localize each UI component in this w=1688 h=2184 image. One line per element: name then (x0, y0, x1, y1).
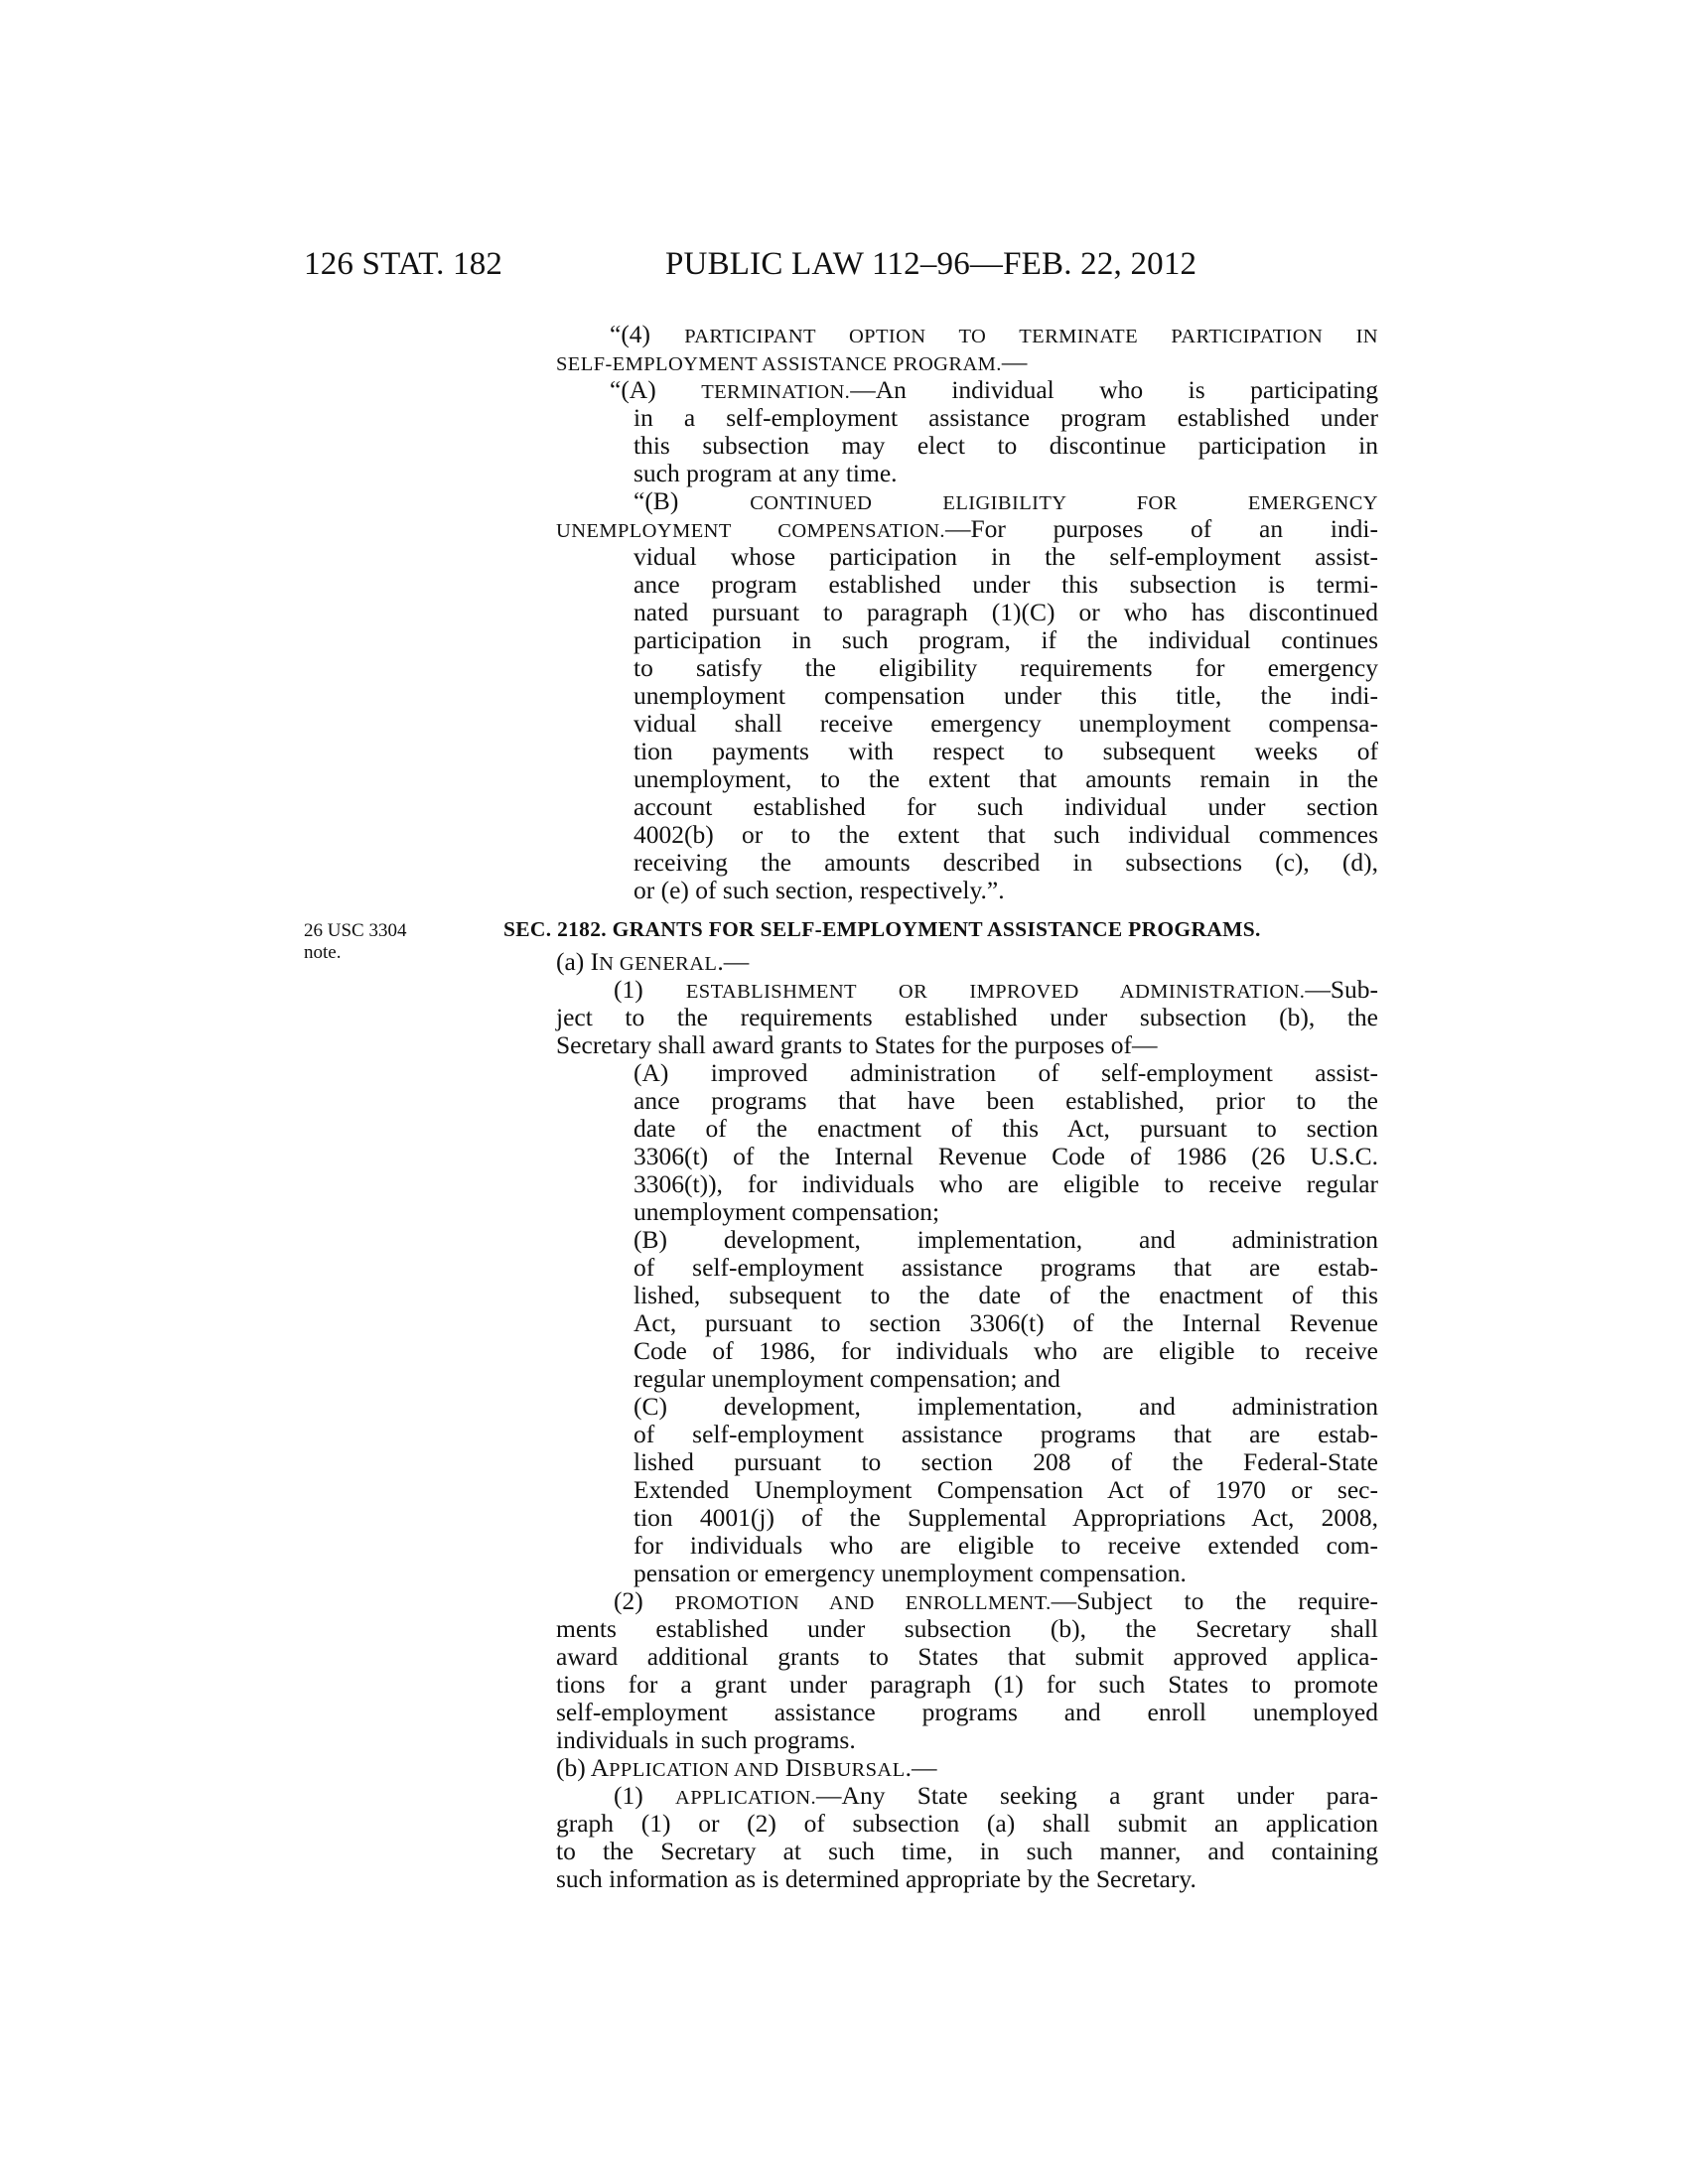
subpara-a-line: such program at any time. (633, 459, 898, 487)
subpara-b-line: 4002(b) or to the extent that such individual commences (633, 820, 1378, 849)
subpara-a-line: this subsection may elect to discontinue participation in (633, 431, 1378, 460)
subpara-1c-line: lished pursuant to section 208 of the Federal-State (633, 1447, 1378, 1476)
subpara-1a-line: 3306(t)), for individuals who are eligible to receive regular (633, 1169, 1378, 1198)
subpara-b-line: receiving the amounts described in subsections (c), (d), (633, 848, 1378, 877)
subpara-b-line: account established for such individual under section (633, 792, 1378, 821)
subpara-1b-line: regular unemployment compensation; and (633, 1364, 1060, 1393)
page-stat-citation: 126 STAT. 182 (304, 246, 503, 282)
subpara-1c-line: for individuals who are eligible to receive extended com- (633, 1531, 1378, 1560)
para4-heading-line: “(4) PARTICIPANT OPTION TO TERMINATE PARTICIPATION IN (610, 320, 1378, 348)
margin-note-citation: 26 USC 3304 (304, 920, 407, 941)
subpara-b-line: ance program established under this subsection is termi- (633, 570, 1378, 599)
subpara-1c-line: (C) development, implementation, and administration (633, 1392, 1378, 1421)
para2-line: tions for a grant under paragraph (1) for such States to promote (556, 1670, 1378, 1699)
subpara-b-line: unemployment compensation under this title, the indi- (633, 681, 1378, 710)
subpara-1c-line: tion 4001(j) of the Supplemental Appropriations Act, 2008, (633, 1503, 1378, 1532)
subpara-1a-line: 3306(t) of the Internal Revenue Code of 1986 (26 U.S.C. (633, 1142, 1378, 1170)
subpara-1c-line: pensation or emergency unemployment compensation. (633, 1559, 1187, 1587)
subpara-a-line: in a self-employment assistance program established under (633, 403, 1378, 432)
subsection-b-para1-line: graph (1) or (2) of subsection (a) shall submit an application (556, 1809, 1378, 1838)
subpara-1b-line: Code of 1986, for individuals who are eligible to receive (633, 1336, 1378, 1365)
para4-heading-line: SELF-EMPLOYMENT ASSISTANCE PROGRAM.— (556, 347, 1028, 376)
subpara-1b-line: Act, pursuant to section 3306(t) of the Internal Revenue (633, 1308, 1378, 1337)
subpara-b-line: “(B) CONTINUED ELIGIBILITY FOR EMERGENCY (633, 486, 1379, 515)
para2-line: self-employment assistance programs and enroll unemployed (556, 1698, 1378, 1726)
subpara-1c-line: Extended Unemployment Compensation Act of 1970 or sec- (633, 1475, 1378, 1504)
para2-line: (2) PROMOTION AND ENROLLMENT.—Subject to the require- (614, 1586, 1378, 1615)
running-header: PUBLIC LAW 112–96—FEB. 22, 2012 (665, 246, 1197, 282)
subsection-b-para1-line: (1) APPLICATION.—Any State seeking a grant under para- (614, 1781, 1378, 1810)
para2-line: individuals in such programs. (556, 1725, 856, 1754)
subpara-b-line: tion payments with respect to subsequent weeks of (633, 737, 1378, 765)
subpara-1a-line: date of the enactment of this Act, pursuant to section (633, 1114, 1378, 1143)
para2-line: ments established under subsection (b), the Secretary shall (556, 1614, 1378, 1643)
subpara-b-line: vidual whose participation in the self-employment assist- (633, 542, 1378, 571)
subpara-1a-line: ance programs that have been established, prior to the (633, 1086, 1378, 1115)
para1-line: ject to the requirements established under subsection (b), the (556, 1003, 1378, 1031)
subpara-1a-line: unemployment compensation; (633, 1197, 940, 1226)
subpara-b-line: nated pursuant to paragraph (1)(C) or who has discontinued (633, 598, 1378, 626)
subsection-a-heading: (a) IN GENERAL.— (556, 947, 750, 976)
subpara-b-line: or (e) of such section, respectively.”. (633, 876, 1005, 904)
subpara-1a-line: (A) improved administration of self-employment assist- (633, 1058, 1378, 1087)
para2-line: award additional grants to States that submit approved applica- (556, 1642, 1378, 1671)
subpara-1b-line: of self-employment assistance programs that are estab- (633, 1253, 1378, 1282)
subpara-1b-line: lished, subsequent to the date of the enactment of this (633, 1281, 1378, 1309)
subpara-b-line: participation in such program, if the individual continues (633, 625, 1378, 654)
subpara-b-line: unemployment, to the extent that amounts remain in the (633, 764, 1378, 793)
subsection-b-para1-line: to the Secretary at such time, in such manner, and containing (556, 1837, 1378, 1865)
subpara-1b-line: (B) development, implementation, and administration (633, 1225, 1378, 1254)
subpara-a-line: “(A) TERMINATION.—An individual who is participating (610, 375, 1378, 404)
subsection-b-heading: (b) APPLICATION AND DISBURSAL.— (556, 1753, 937, 1782)
subpara-b-line: to satisfy the eligibility requirements for emergency (633, 653, 1378, 682)
subpara-b-line: UNEMPLOYMENT COMPENSATION.—For purposes of an indi- (556, 514, 1378, 543)
margin-note-suffix: note. (304, 942, 342, 963)
section-heading: SEC. 2182. GRANTS FOR SELF-EMPLOYMENT ASSISTANCE PROGRAMS. (503, 917, 1261, 941)
subpara-1c-line: of self-employment assistance programs that are estab- (633, 1420, 1378, 1448)
subpara-b-line: vidual shall receive emergency unemployment compensa- (633, 709, 1378, 738)
subsection-b-para1-line: such information as is determined appropriate by the Secretary. (556, 1864, 1196, 1893)
para1-line: Secretary shall award grants to States for the purposes of— (556, 1030, 1158, 1059)
para1-line: (1) ESTABLISHMENT OR IMPROVED ADMINISTRATION.—Sub- (614, 975, 1378, 1004)
